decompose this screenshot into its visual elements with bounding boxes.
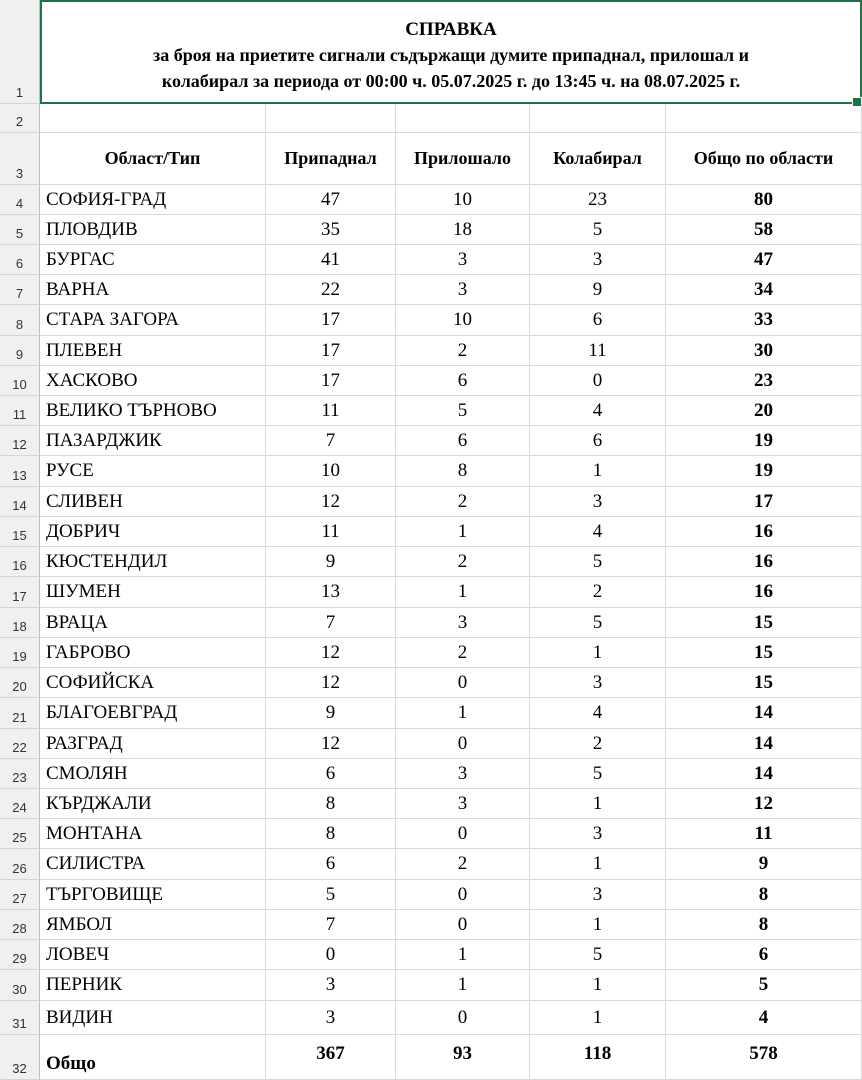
- row-header[interactable]: 16: [0, 547, 40, 577]
- unwell-cell[interactable]: 2: [396, 336, 530, 366]
- total-cell[interactable]: 5: [666, 970, 862, 1001]
- fainted-cell[interactable]: 3: [266, 1001, 396, 1035]
- row-header[interactable]: 7: [0, 275, 40, 305]
- region-cell[interactable]: СОФИЙСКА: [40, 668, 266, 698]
- total-cell[interactable]: 19: [666, 456, 862, 487]
- total-label[interactable]: Общо: [40, 1035, 266, 1080]
- total-cell[interactable]: 6: [666, 940, 862, 970]
- region-cell[interactable]: ШУМЕН: [40, 577, 266, 608]
- collapsed-cell[interactable]: 4: [530, 396, 666, 426]
- unwell-cell[interactable]: 0: [396, 880, 530, 910]
- fainted-cell[interactable]: 10: [266, 456, 396, 487]
- fainted-cell[interactable]: 11: [266, 396, 396, 426]
- fainted-cell[interactable]: 47: [266, 185, 396, 215]
- fainted-cell[interactable]: 3: [266, 970, 396, 1001]
- unwell-cell[interactable]: 1: [396, 698, 530, 729]
- region-cell[interactable]: ВРАЦА: [40, 608, 266, 638]
- collapsed-cell[interactable]: 1: [530, 638, 666, 668]
- grand-total[interactable]: 578: [666, 1035, 862, 1080]
- total-cell[interactable]: 58: [666, 215, 862, 245]
- total-cell[interactable]: 14: [666, 698, 862, 729]
- row-header[interactable]: 6: [0, 245, 40, 275]
- fainted-cell[interactable]: 17: [266, 366, 396, 396]
- total-cell[interactable]: 17: [666, 487, 862, 517]
- total-cell[interactable]: 23: [666, 366, 862, 396]
- unwell-cell[interactable]: 0: [396, 910, 530, 940]
- row-header[interactable]: 3: [0, 133, 40, 185]
- region-cell[interactable]: ПАЗАРДЖИК: [40, 426, 266, 456]
- fainted-cell[interactable]: 17: [266, 336, 396, 366]
- unwell-cell[interactable]: 2: [396, 849, 530, 880]
- collapsed-cell[interactable]: 23: [530, 185, 666, 215]
- row-header[interactable]: 18: [0, 608, 40, 638]
- collapsed-cell[interactable]: 3: [530, 668, 666, 698]
- region-cell[interactable]: ВЕЛИКО ТЪРНОВО: [40, 396, 266, 426]
- collapsed-cell[interactable]: 9: [530, 275, 666, 305]
- unwell-cell[interactable]: 5: [396, 396, 530, 426]
- collapsed-cell[interactable]: 5: [530, 940, 666, 970]
- empty-cell[interactable]: [666, 104, 862, 133]
- region-cell[interactable]: ПЛЕВЕН: [40, 336, 266, 366]
- fainted-cell[interactable]: 7: [266, 426, 396, 456]
- fainted-cell[interactable]: 7: [266, 608, 396, 638]
- region-cell[interactable]: ПЛОВДИВ: [40, 215, 266, 245]
- region-cell[interactable]: ТЪРГОВИЩЕ: [40, 880, 266, 910]
- collapsed-cell[interactable]: 3: [530, 245, 666, 275]
- region-cell[interactable]: ВАРНА: [40, 275, 266, 305]
- total-cell[interactable]: 15: [666, 608, 862, 638]
- row-header[interactable]: 11: [0, 396, 40, 426]
- header-total-by-region[interactable]: Общо по области: [666, 133, 862, 185]
- collapsed-cell[interactable]: 1: [530, 910, 666, 940]
- row-header[interactable]: 24: [0, 789, 40, 819]
- row-header[interactable]: 9: [0, 336, 40, 366]
- fainted-cell[interactable]: 9: [266, 547, 396, 577]
- row-header[interactable]: 4: [0, 185, 40, 215]
- row-header[interactable]: 5: [0, 215, 40, 245]
- fainted-cell[interactable]: 9: [266, 698, 396, 729]
- row-header[interactable]: 31: [0, 1001, 40, 1035]
- total-cell[interactable]: 16: [666, 517, 862, 547]
- total-cell[interactable]: 19: [666, 426, 862, 456]
- collapsed-cell[interactable]: 2: [530, 729, 666, 759]
- row-header[interactable]: 21: [0, 698, 40, 729]
- row-header[interactable]: 10: [0, 366, 40, 396]
- unwell-cell[interactable]: 3: [396, 608, 530, 638]
- unwell-cell[interactable]: 0: [396, 819, 530, 849]
- total-cell[interactable]: 80: [666, 185, 862, 215]
- region-cell[interactable]: ЛОВЕЧ: [40, 940, 266, 970]
- collapsed-cell[interactable]: 2: [530, 577, 666, 608]
- region-cell[interactable]: БЛАГОЕВГРАД: [40, 698, 266, 729]
- total-cell[interactable]: 14: [666, 759, 862, 789]
- collapsed-cell[interactable]: 1: [530, 456, 666, 487]
- unwell-cell[interactable]: 18: [396, 215, 530, 245]
- total-unwell[interactable]: 93: [396, 1035, 530, 1080]
- row-header[interactable]: 29: [0, 940, 40, 970]
- empty-cell[interactable]: [40, 104, 266, 133]
- total-cell[interactable]: 34: [666, 275, 862, 305]
- region-cell[interactable]: ХАСКОВО: [40, 366, 266, 396]
- row-header[interactable]: 13: [0, 456, 40, 487]
- row-header[interactable]: 25: [0, 819, 40, 849]
- collapsed-cell[interactable]: 4: [530, 517, 666, 547]
- collapsed-cell[interactable]: 11: [530, 336, 666, 366]
- unwell-cell[interactable]: 3: [396, 275, 530, 305]
- total-cell[interactable]: 33: [666, 305, 862, 336]
- unwell-cell[interactable]: 3: [396, 759, 530, 789]
- report-subtitle-line-1: за броя на приетите сигнали съдържащи думите припаднал, прилошал и: [153, 45, 749, 65]
- region-cell[interactable]: ДОБРИЧ: [40, 517, 266, 547]
- region-cell[interactable]: СТАРА ЗАГОРА: [40, 305, 266, 336]
- collapsed-cell[interactable]: 1: [530, 1001, 666, 1035]
- total-cell[interactable]: 20: [666, 396, 862, 426]
- collapsed-cell[interactable]: 5: [530, 608, 666, 638]
- fainted-cell[interactable]: 12: [266, 638, 396, 668]
- collapsed-cell[interactable]: 6: [530, 426, 666, 456]
- total-cell[interactable]: 16: [666, 577, 862, 608]
- collapsed-cell[interactable]: 5: [530, 215, 666, 245]
- region-cell[interactable]: ЯМБОЛ: [40, 910, 266, 940]
- row-header[interactable]: 17: [0, 577, 40, 608]
- region-cell[interactable]: СОФИЯ-ГРАД: [40, 185, 266, 215]
- row-header[interactable]: 26: [0, 849, 40, 880]
- total-cell[interactable]: 16: [666, 547, 862, 577]
- unwell-cell[interactable]: 0: [396, 668, 530, 698]
- collapsed-cell[interactable]: 1: [530, 789, 666, 819]
- collapsed-cell[interactable]: 4: [530, 698, 666, 729]
- row-header[interactable]: 2: [0, 104, 40, 133]
- collapsed-cell[interactable]: 5: [530, 759, 666, 789]
- total-collapsed[interactable]: 118: [530, 1035, 666, 1080]
- fainted-cell[interactable]: 12: [266, 729, 396, 759]
- unwell-cell[interactable]: 10: [396, 185, 530, 215]
- unwell-cell[interactable]: 1: [396, 577, 530, 608]
- collapsed-cell[interactable]: 3: [530, 487, 666, 517]
- header-region[interactable]: Област/Тип: [40, 133, 266, 185]
- collapsed-cell[interactable]: 3: [530, 880, 666, 910]
- total-cell[interactable]: 30: [666, 336, 862, 366]
- unwell-cell[interactable]: 1: [396, 970, 530, 1001]
- region-cell[interactable]: ПЕРНИК: [40, 970, 266, 1001]
- report-title: СПРАВКА: [405, 19, 497, 40]
- unwell-cell[interactable]: 0: [396, 1001, 530, 1035]
- collapsed-cell[interactable]: 1: [530, 849, 666, 880]
- row-header[interactable]: 23: [0, 759, 40, 789]
- empty-cell[interactable]: [266, 104, 396, 133]
- fainted-cell[interactable]: 41: [266, 245, 396, 275]
- region-cell[interactable]: РУСЕ: [40, 456, 266, 487]
- title-cell[interactable]: [40, 0, 862, 104]
- region-cell[interactable]: КЮСТЕНДИЛ: [40, 547, 266, 577]
- empty-cell[interactable]: [396, 104, 530, 133]
- row-header[interactable]: 8: [0, 305, 40, 336]
- row-header[interactable]: 22: [0, 729, 40, 759]
- region-cell[interactable]: СИЛИСТРА: [40, 849, 266, 880]
- total-cell[interactable]: 15: [666, 638, 862, 668]
- unwell-cell[interactable]: 3: [396, 245, 530, 275]
- total-cell[interactable]: 8: [666, 880, 862, 910]
- header-collapsed[interactable]: Колабирал: [530, 133, 666, 185]
- total-cell[interactable]: 15: [666, 668, 862, 698]
- collapsed-cell[interactable]: 5: [530, 547, 666, 577]
- row-header[interactable]: 27: [0, 880, 40, 910]
- region-cell[interactable]: ГАБРОВО: [40, 638, 266, 668]
- region-cell[interactable]: КЪРДЖАЛИ: [40, 789, 266, 819]
- total-cell[interactable]: 4: [666, 1001, 862, 1035]
- total-cell[interactable]: 14: [666, 729, 862, 759]
- row-header[interactable]: 12: [0, 426, 40, 456]
- fainted-cell[interactable]: 7: [266, 910, 396, 940]
- region-cell[interactable]: ВИДИН: [40, 1001, 266, 1035]
- fainted-cell[interactable]: 6: [266, 849, 396, 880]
- fainted-cell[interactable]: 13: [266, 577, 396, 608]
- fainted-cell[interactable]: 0: [266, 940, 396, 970]
- fainted-cell[interactable]: 12: [266, 668, 396, 698]
- unwell-cell[interactable]: 2: [396, 638, 530, 668]
- fainted-cell[interactable]: 5: [266, 880, 396, 910]
- row-header[interactable]: 32: [0, 1035, 40, 1080]
- row-header[interactable]: 30: [0, 970, 40, 1001]
- total-cell[interactable]: 11: [666, 819, 862, 849]
- total-fainted[interactable]: 367: [266, 1035, 396, 1080]
- fainted-cell[interactable]: 8: [266, 789, 396, 819]
- unwell-cell[interactable]: 3: [396, 789, 530, 819]
- report-subtitle-line-2: колабирал за периода от 00:00 ч. 05.07.2025 г. до 13:45 ч. на 08.07.2025 г.: [161, 71, 741, 91]
- fainted-cell[interactable]: 22: [266, 275, 396, 305]
- total-cell[interactable]: 47: [666, 245, 862, 275]
- header-fainted[interactable]: Припаднал: [266, 133, 396, 185]
- collapsed-cell[interactable]: 3: [530, 819, 666, 849]
- total-cell[interactable]: 9: [666, 849, 862, 880]
- unwell-cell[interactable]: 1: [396, 517, 530, 547]
- unwell-cell[interactable]: 6: [396, 426, 530, 456]
- row-header[interactable]: 15: [0, 517, 40, 547]
- unwell-cell[interactable]: 2: [396, 547, 530, 577]
- region-cell[interactable]: РАЗГРАД: [40, 729, 266, 759]
- unwell-cell[interactable]: 6: [396, 366, 530, 396]
- row-header[interactable]: 1: [0, 0, 40, 104]
- row-header[interactable]: 28: [0, 910, 40, 940]
- fainted-cell[interactable]: 35: [266, 215, 396, 245]
- unwell-cell[interactable]: 1: [396, 940, 530, 970]
- row-header[interactable]: 20: [0, 668, 40, 698]
- collapsed-cell[interactable]: 1: [530, 970, 666, 1001]
- row-header[interactable]: 14: [0, 487, 40, 517]
- header-unwell[interactable]: Прилошало: [396, 133, 530, 185]
- unwell-cell[interactable]: 10: [396, 305, 530, 336]
- total-cell[interactable]: 12: [666, 789, 862, 819]
- fainted-cell[interactable]: 17: [266, 305, 396, 336]
- region-cell[interactable]: СЛИВЕН: [40, 487, 266, 517]
- unwell-cell[interactable]: 8: [396, 456, 530, 487]
- region-cell[interactable]: МОНТАНА: [40, 819, 266, 849]
- region-cell[interactable]: СМОЛЯН: [40, 759, 266, 789]
- row-header[interactable]: 19: [0, 638, 40, 668]
- collapsed-cell[interactable]: 6: [530, 305, 666, 336]
- empty-cell[interactable]: [530, 104, 666, 133]
- fainted-cell[interactable]: 6: [266, 759, 396, 789]
- region-cell[interactable]: БУРГАС: [40, 245, 266, 275]
- collapsed-cell[interactable]: 0: [530, 366, 666, 396]
- unwell-cell[interactable]: 2: [396, 487, 530, 517]
- total-cell[interactable]: 8: [666, 910, 862, 940]
- fainted-cell[interactable]: 11: [266, 517, 396, 547]
- fainted-cell[interactable]: 12: [266, 487, 396, 517]
- fainted-cell[interactable]: 8: [266, 819, 396, 849]
- unwell-cell[interactable]: 0: [396, 729, 530, 759]
